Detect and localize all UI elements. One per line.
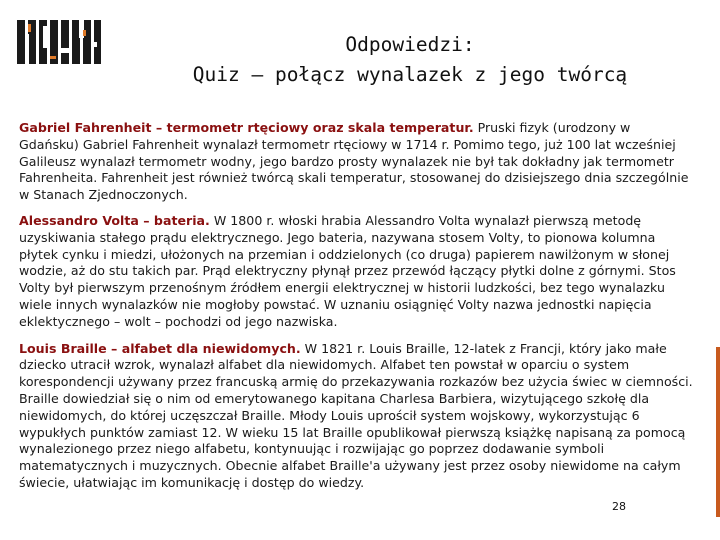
answer-body: W 1821 r. Louis Braille, 12-latek z Francji, który jako małe dziecko utracił wzrok, wynalazł alfabet dla niewidomych. Alfabet ten powstał w oparciu o system korespondencji używany przez francuską armię do przekazywania rozkazów bez użycia świec w ciemności. Braille dowiedział się o nim od emerytowanego kapitana Charlesa Barbiera, wizytującego szkołę dla niewidomych, do której uczęszczał Braille. Młody Louis uprościł system wojskowy, wykorzystując 6 wypukłych punktów zamiast 12. W wieku 15 lat Braille opublikował pierwszą książkę napisaną za pomocą wynalezionego przez niego alfabetu, kontynuując i rozwijając go poprzez dodawanie symboli matematycznych i muzycznych. Obecnie alfabet Braille'a używany jest przez osoby niewidome na całym świecie, ułatwiając im komunikację i dostęp do wiedzy. [19,340,693,490]
page-title [110,30,710,90]
answer-paragraph-volta [19,213,693,331]
answer-body: Pruski fizyk (urodzony w Gdańsku) Gabriel Fahrenheit wynalazł termometr rtęciowy w 1714 r. Pomimo tego, już 100 lat wcześniej Galileusz wynalazł termometr wodny, jego bardzo prosty wynalazek nie był tak dokładny jak termometr Fahrenheita. Fahrenheit jest również twórcą skali temperatur, stosowanej do dzisiejszego dnia szczególnie w Stanach Zjednoczonych. [19,120,689,203]
title-line-1: Odpowiedzi: [345,33,475,56]
answer-lead: Louis Braille – alfabet dla niewidomych. [19,340,301,356]
answer-paragraph-braille [19,341,693,492]
answers-content [19,120,693,501]
accent-bar [716,347,720,517]
answer-body: W 1800 r. włoski hrabia Alessandro Volta wynalazł pierwszą metodę uzyskiwania stałego prądu elektrycznego. Jego bateria, nazywana stosem Volty, to pionowa kolumna płytek cynku i miedzi, ułożonych na przemian i oddzielonych (co druga) papierem nawilżonym w słonej wodzie, aż do stu takich par. Prąd elektryczny płynął przez przewód łączący płytki dolne z górnymi. Stos Volty był pierwszym przenośnym źródłem energii elektrycznej w historii ludzkości, bez tego wynalazku wiele innych wynalazków nie mogłoby powstać. W uznaniu osiągnięć Volty nazwa jednostki napięcia eklektycznego – wolt – pochodzi od jego nazwiska. [19,212,676,329]
answer-lead: Gabriel Fahrenheit – termometr rtęciowy oraz skala temperatur. [19,120,474,135]
answer-lead: Alessandro Volta – bateria. [19,212,210,228]
page-number: 28 [612,500,626,513]
title-line-2: Quiz – połącz wynalazek z jego twórcą [192,63,628,86]
institution-logo [17,20,101,64]
answer-paragraph-fahrenheit [19,120,693,204]
